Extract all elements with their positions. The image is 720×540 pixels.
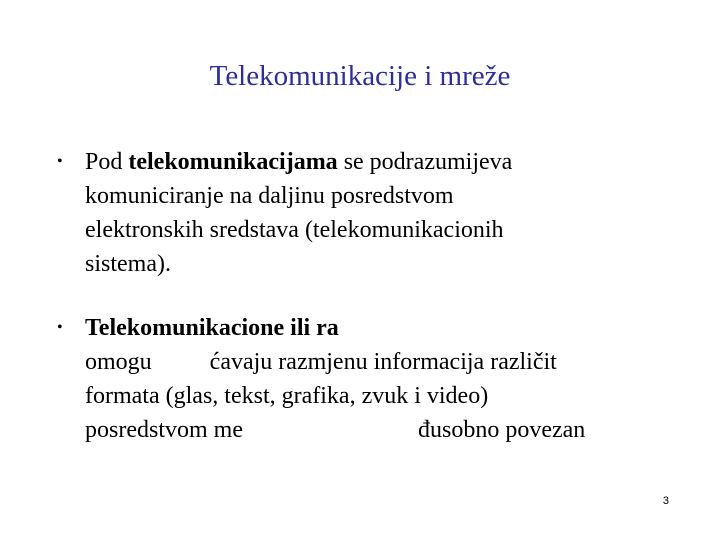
bullet-line-end: ćavaju razmjenu informacija različit	[209, 349, 557, 375]
bullet-line	[85, 145, 667, 179]
bullet-icon: •	[57, 319, 63, 336]
bullet-line: elektronskih sredstava (telekomunikacionih	[85, 217, 504, 243]
bullet-line	[85, 413, 667, 447]
bullet-icon: •	[57, 153, 63, 170]
bullet-line	[85, 345, 667, 379]
bullet-line: komuniciranje na daljinu posredstvom	[85, 183, 454, 209]
bullet-text	[85, 311, 667, 447]
bullet-line-start: omogu	[85, 349, 152, 375]
page-number: 3	[662, 495, 669, 507]
bullet-line: sistema).	[85, 251, 171, 277]
bullet-line: formata (glas, tekst, grafika, zvuk i video)	[85, 383, 489, 409]
bullet-item-telecommunications-definition	[57, 145, 667, 281]
bullet-line-end: đusobno povezan	[417, 417, 586, 443]
slide-title: Telekomunikacije i mreže	[209, 60, 511, 92]
bold-term: telekomunikacijama	[128, 149, 338, 175]
bold-heading: Telekomunikacione ili ra	[85, 315, 339, 341]
bullet-text	[85, 145, 667, 281]
bullet-prefix: Pod	[85, 149, 129, 175]
bullet-line-start: posredstvom me	[85, 417, 243, 443]
bullet-line-rest: se podrazumijeva	[337, 149, 513, 175]
bullet-item-telecommunication-networks	[57, 311, 667, 447]
